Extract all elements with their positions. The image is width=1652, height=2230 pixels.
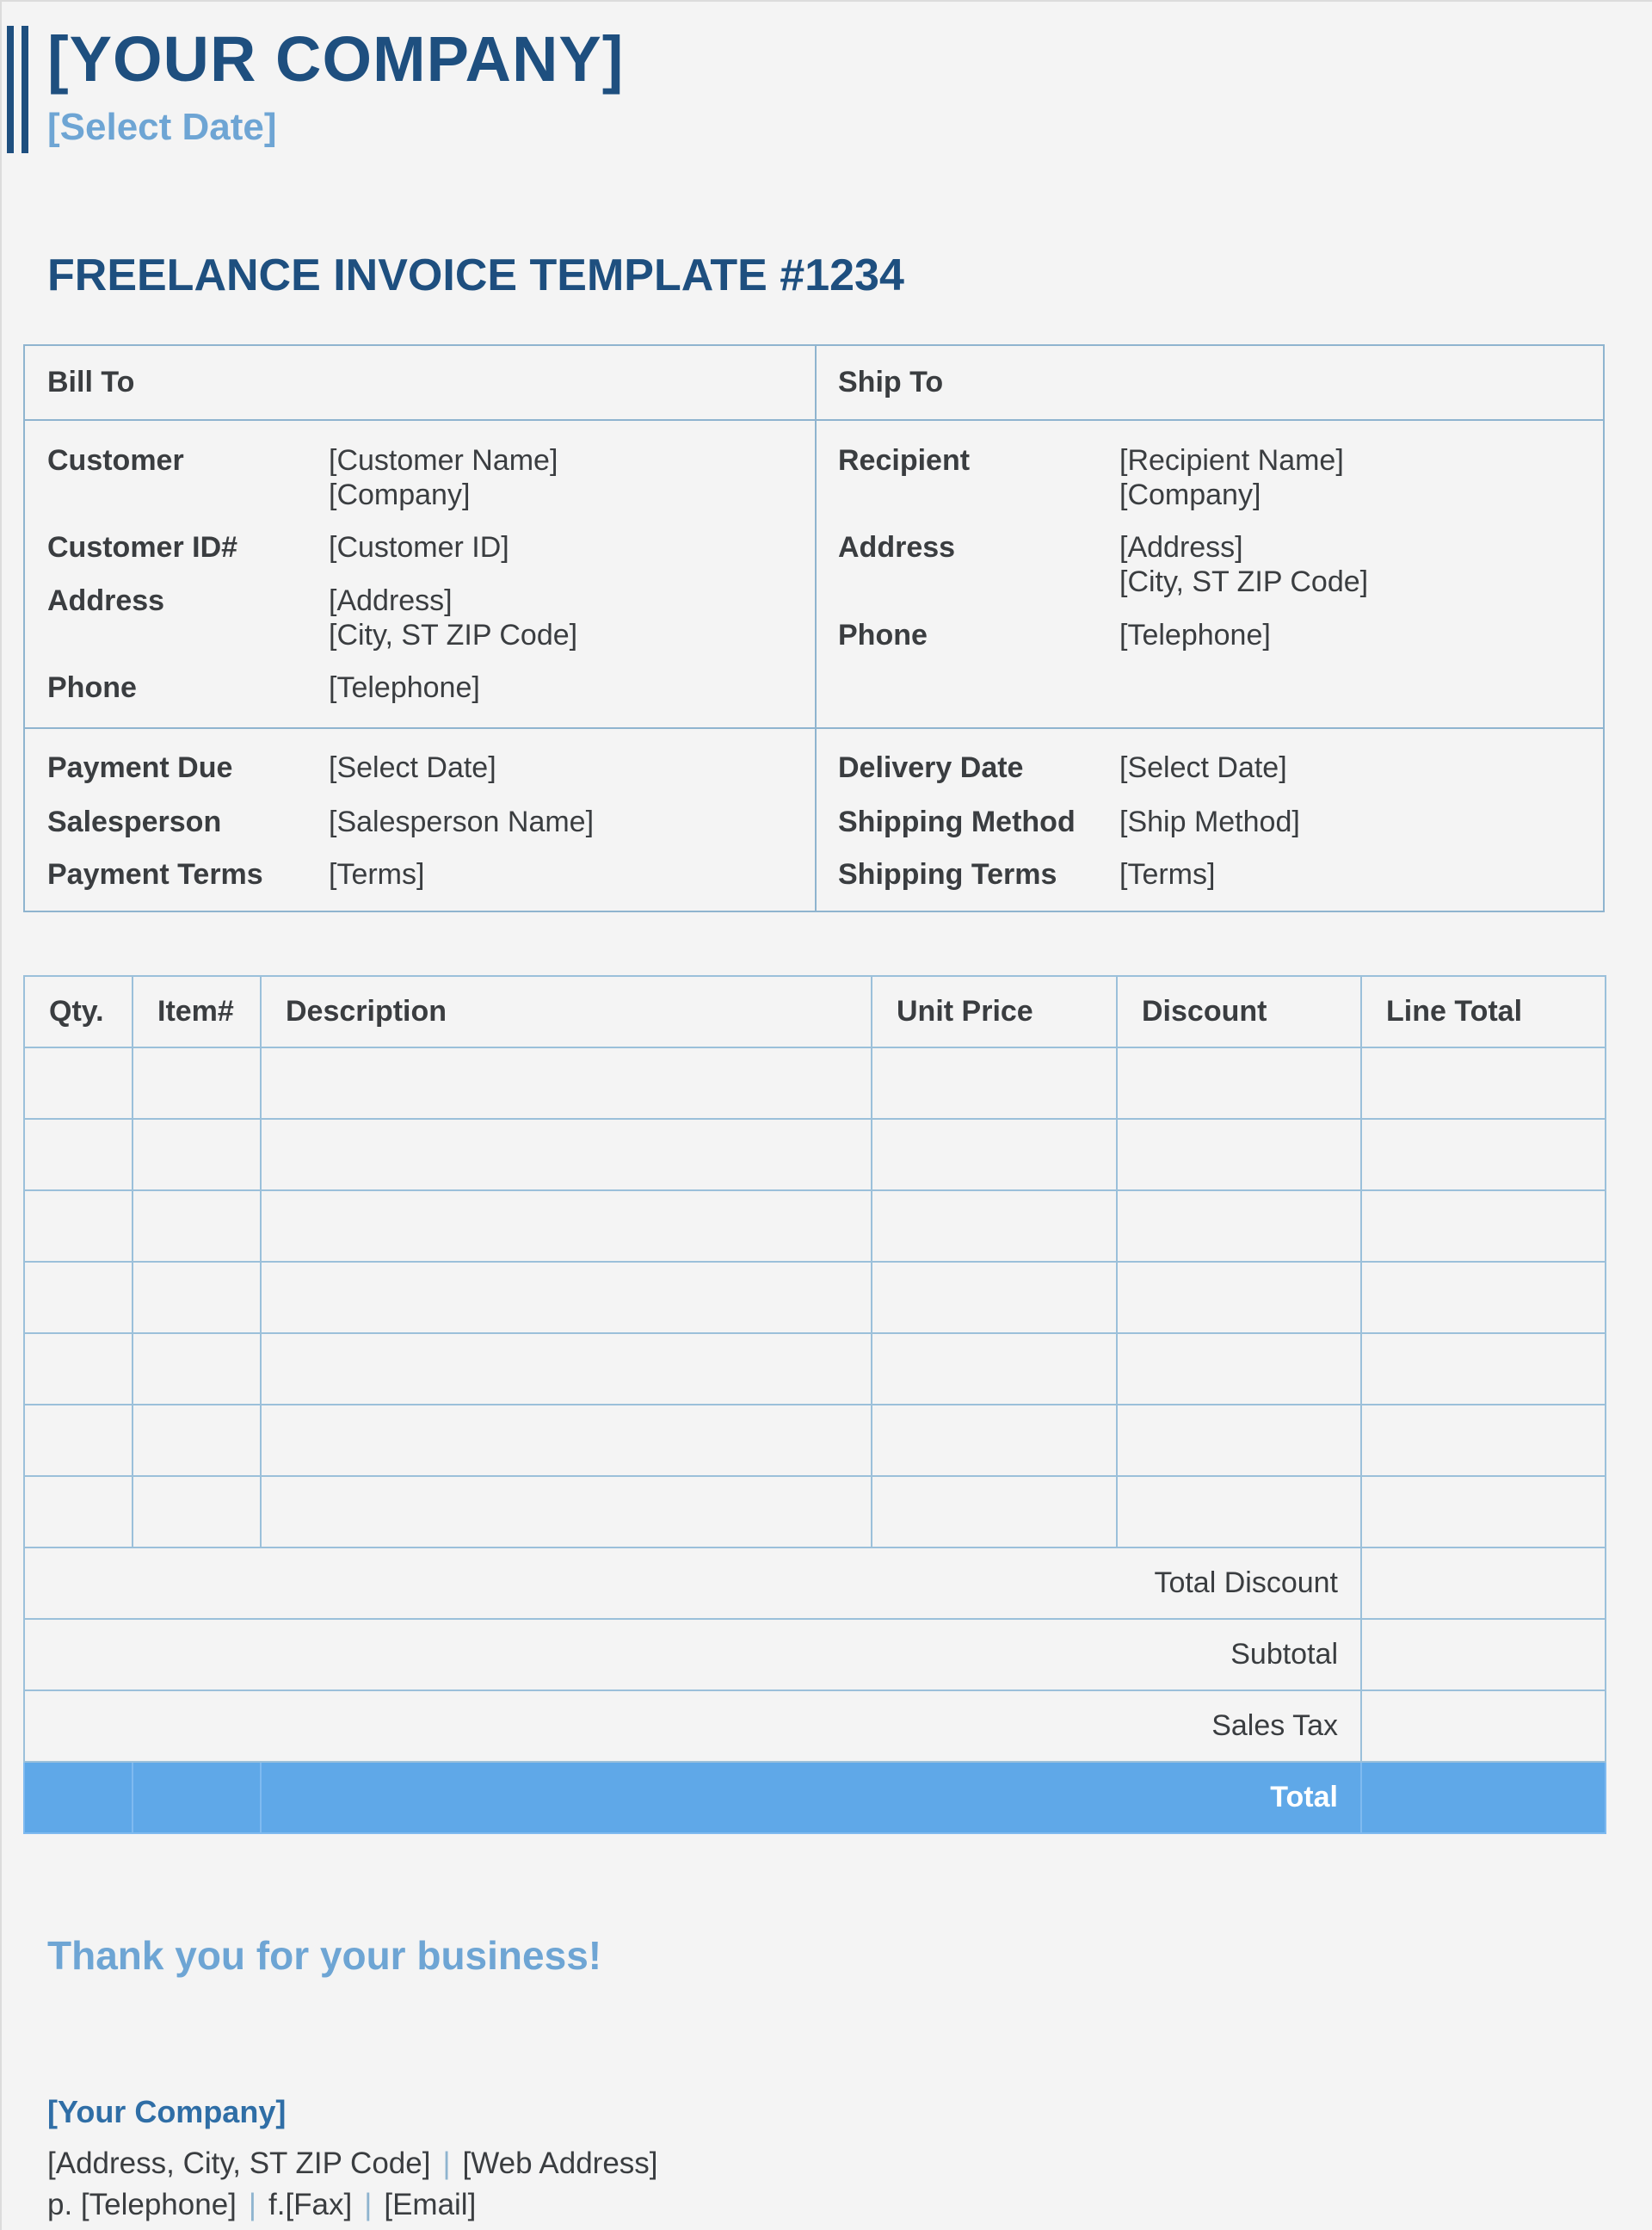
bill-phone-label: Phone — [47, 671, 137, 704]
item-number-cell[interactable] — [133, 1405, 261, 1476]
column-divider — [815, 346, 817, 911]
table-row — [24, 1190, 1606, 1262]
footer-company-name[interactable]: [Your Company] — [47, 2094, 287, 2129]
footer-address-line — [47, 2146, 658, 2182]
page-edge — [0, 0, 2, 2230]
bill-to-heading: Bill To — [47, 366, 135, 398]
column-header-description: Description — [261, 976, 872, 1047]
description-cell[interactable] — [261, 1333, 872, 1405]
total-label: Total — [261, 1762, 1361, 1833]
discount-cell[interactable] — [1117, 1047, 1361, 1119]
total-discount-label: Total Discount — [24, 1547, 1361, 1619]
shipping-terms-field[interactable]: [Terms] — [1119, 858, 1216, 891]
footer-web-address[interactable]: [Web Address] — [462, 2147, 658, 2180]
table-header-row — [24, 976, 1606, 1047]
qty-cell[interactable] — [24, 1119, 133, 1190]
ship-address-label: Address — [838, 531, 956, 564]
delivery-date-label: Delivery Date — [838, 751, 1024, 784]
total-row-spacer — [133, 1762, 261, 1833]
qty-cell[interactable] — [24, 1047, 133, 1119]
summary-row-total — [24, 1762, 1606, 1833]
customer-name-field[interactable]: [Customer Name] — [329, 444, 558, 477]
discount-cell[interactable] — [1117, 1333, 1361, 1405]
description-cell[interactable] — [261, 1119, 872, 1190]
table-row — [24, 1405, 1606, 1476]
bill-address-label: Address — [47, 584, 165, 617]
description-cell[interactable] — [261, 1262, 872, 1333]
table-row — [24, 1476, 1606, 1547]
footer-email[interactable]: [Email] — [384, 2188, 477, 2221]
summary-row-subtotal — [24, 1619, 1606, 1690]
qty-cell[interactable] — [24, 1405, 133, 1476]
customer-id-label: Customer ID# — [47, 531, 238, 564]
table-row — [24, 1119, 1606, 1190]
unit-price-cell[interactable] — [872, 1190, 1117, 1262]
unit-price-cell[interactable] — [872, 1047, 1117, 1119]
column-header-discount: Discount — [1117, 976, 1361, 1047]
subtotal-value[interactable] — [1361, 1619, 1606, 1690]
accent-bar — [22, 26, 28, 153]
ship-to-heading: Ship To — [838, 366, 944, 398]
qty-cell[interactable] — [24, 1262, 133, 1333]
qty-cell[interactable] — [24, 1333, 133, 1405]
discount-cell[interactable] — [1117, 1476, 1361, 1547]
line-total-cell[interactable] — [1361, 1047, 1606, 1119]
column-header-line-total: Line Total — [1361, 976, 1606, 1047]
recipient-company-field[interactable]: [Company] — [1119, 479, 1261, 511]
billing-shipping-table — [23, 344, 1605, 912]
item-number-cell[interactable] — [133, 1190, 261, 1262]
item-number-cell[interactable] — [133, 1262, 261, 1333]
bill-address-field[interactable]: [Address] — [329, 584, 453, 617]
ship-phone-field[interactable]: [Telephone] — [1119, 619, 1271, 652]
discount-cell[interactable] — [1117, 1262, 1361, 1333]
separator: | — [442, 2147, 451, 2180]
subtotal-label: Subtotal — [24, 1619, 1361, 1690]
shipping-method-label: Shipping Method — [838, 806, 1076, 838]
discount-cell[interactable] — [1117, 1119, 1361, 1190]
unit-price-cell[interactable] — [872, 1119, 1117, 1190]
recipient-label: Recipient — [838, 444, 971, 477]
invoice-title[interactable]: FREELANCE INVOICE TEMPLATE #1234 — [47, 250, 904, 300]
unit-price-cell[interactable] — [872, 1405, 1117, 1476]
payment-terms-label: Payment Terms — [47, 858, 263, 891]
item-number-cell[interactable] — [133, 1333, 261, 1405]
payment-due-date-picker[interactable]: [Select Date] — [329, 751, 496, 784]
header-date-picker[interactable]: [Select Date] — [47, 106, 277, 148]
row-divider — [25, 727, 1603, 729]
item-number-cell[interactable] — [133, 1476, 261, 1547]
footer-contact-line — [47, 2187, 476, 2223]
separator: | — [248, 2188, 256, 2221]
sales-tax-value[interactable] — [1361, 1690, 1606, 1762]
delivery-date-picker[interactable]: [Select Date] — [1119, 751, 1287, 784]
description-cell[interactable] — [261, 1047, 872, 1119]
table-row — [24, 1333, 1606, 1405]
thank-you-message: Thank you for your business! — [47, 1933, 602, 1978]
item-number-cell[interactable] — [133, 1047, 261, 1119]
line-total-cell[interactable] — [1361, 1262, 1606, 1333]
item-number-cell[interactable] — [133, 1119, 261, 1190]
summary-row-sales-tax — [24, 1690, 1606, 1762]
total-row-spacer — [24, 1762, 133, 1833]
row-divider — [25, 419, 1603, 421]
payment-due-label: Payment Due — [47, 751, 233, 784]
page-edge — [0, 0, 1652, 2]
column-header-item-number: Item# — [133, 976, 261, 1047]
total-value[interactable] — [1361, 1762, 1606, 1833]
recipient-name-field[interactable]: [Recipient Name] — [1119, 444, 1344, 477]
table-row — [24, 1047, 1606, 1119]
line-total-cell[interactable] — [1361, 1190, 1606, 1262]
description-cell[interactable] — [261, 1476, 872, 1547]
footer-address[interactable]: [Address, City, ST ZIP Code] — [47, 2147, 431, 2180]
separator: | — [364, 2188, 373, 2221]
line-total-cell[interactable] — [1361, 1333, 1606, 1405]
description-cell[interactable] — [261, 1405, 872, 1476]
discount-cell[interactable] — [1117, 1190, 1361, 1262]
salesperson-field[interactable]: [Salesperson Name] — [329, 806, 595, 838]
unit-price-cell[interactable] — [872, 1262, 1117, 1333]
shipping-method-field[interactable]: [Ship Method] — [1119, 806, 1300, 838]
ship-address-field[interactable]: [Address] — [1119, 531, 1243, 564]
qty-cell[interactable] — [24, 1476, 133, 1547]
header-accent-bars — [7, 26, 31, 153]
sales-tax-label: Sales Tax — [24, 1690, 1361, 1762]
column-header-unit-price: Unit Price — [872, 976, 1117, 1047]
line-total-cell[interactable] — [1361, 1119, 1606, 1190]
customer-label: Customer — [47, 444, 184, 477]
salesperson-label: Salesperson — [47, 806, 222, 838]
customer-company-field[interactable]: [Company] — [329, 479, 471, 511]
footer-fax[interactable]: f.[Fax] — [268, 2188, 353, 2221]
unit-price-cell[interactable] — [872, 1476, 1117, 1547]
line-total-cell[interactable] — [1361, 1405, 1606, 1476]
company-name[interactable]: [YOUR COMPANY] — [47, 23, 625, 95]
line-items-table — [23, 975, 1606, 1834]
bill-city-field[interactable]: [City, ST ZIP Code] — [329, 619, 578, 652]
description-cell[interactable] — [261, 1190, 872, 1262]
qty-cell[interactable] — [24, 1190, 133, 1262]
bill-phone-field[interactable]: [Telephone] — [329, 671, 480, 704]
accent-bar — [7, 26, 14, 153]
line-total-cell[interactable] — [1361, 1476, 1606, 1547]
ship-phone-label: Phone — [838, 619, 928, 652]
payment-terms-field[interactable]: [Terms] — [329, 858, 425, 891]
ship-city-field[interactable]: [City, ST ZIP Code] — [1119, 565, 1369, 598]
customer-id-field[interactable]: [Customer ID] — [329, 531, 509, 564]
discount-cell[interactable] — [1117, 1405, 1361, 1476]
total-discount-value[interactable] — [1361, 1547, 1606, 1619]
summary-row-total-discount — [24, 1547, 1606, 1619]
table-row — [24, 1262, 1606, 1333]
shipping-terms-label: Shipping Terms — [838, 858, 1057, 891]
unit-price-cell[interactable] — [872, 1333, 1117, 1405]
column-header-qty: Qty. — [24, 976, 133, 1047]
footer-phone[interactable]: p. [Telephone] — [47, 2188, 237, 2221]
